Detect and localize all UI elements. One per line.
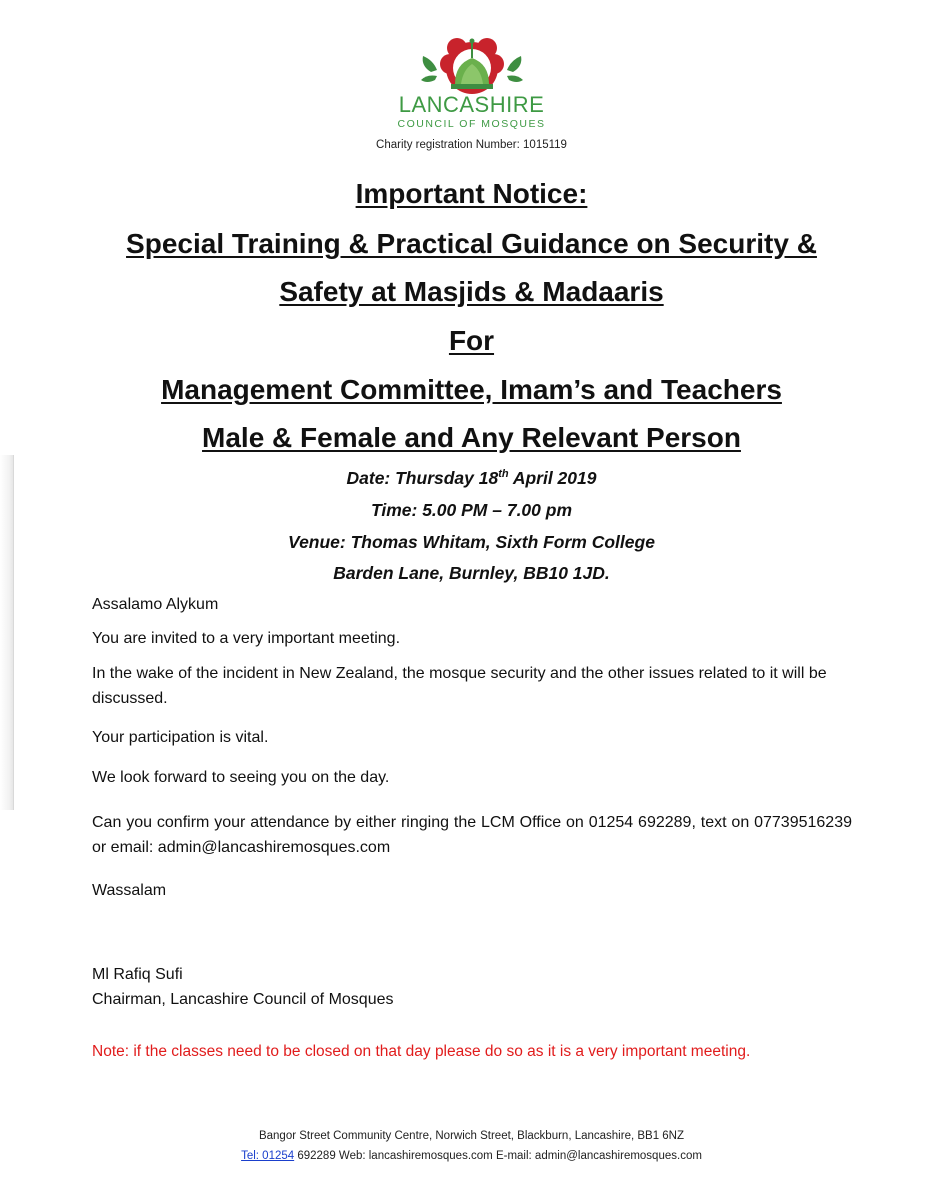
signatory-title: Chairman, Lancashire Council of Mosques: [92, 991, 394, 1008]
event-date-rest: April 2019: [508, 468, 597, 488]
event-address: Barden Lane, Burnley, BB10 1JD.: [333, 563, 610, 583]
charity-registration: Charity registration Number: 1015119: [376, 139, 567, 151]
closing: Wassalam: [92, 882, 167, 899]
heading-special-training: Special Training & Practical Guidance on Security &: [126, 228, 817, 259]
lancashire-rose-mosque-icon: [417, 36, 527, 96]
footer-address: Bangor Street Community Centre, Norwich Street, Blackburn, Lancashire, BB1 6NZ: [258, 1130, 685, 1142]
footer-contact: [0, 1150, 943, 1162]
red-note: Note: if the classes need to be closed on that day please do so as it is a very important meeting.: [92, 1043, 751, 1060]
heading-important-notice: Important Notice:: [355, 178, 588, 209]
event-date: [0, 468, 943, 489]
event-date-prefix: Date: Thursday 18: [346, 468, 499, 488]
heading-management: Management Committee, Imam’s and Teachers: [161, 374, 782, 405]
footer-contact-rest: 692289 Web: lancashiremosques.com E-mail: admin@lancashiremosques.com: [294, 1150, 702, 1162]
heading-safety: Safety at Masjids & Madaaris: [279, 276, 664, 307]
greeting: Assalamo Alykum: [92, 596, 219, 613]
event-venue: Venue: Thomas Whitam, Sixth Form College: [288, 532, 655, 552]
paragraph-look-forward: We look forward to seeing you on the day.: [92, 769, 390, 786]
footer-tel-link[interactable]: Tel: 01254: [241, 1150, 295, 1162]
org-name: LANCASHIRE: [398, 92, 545, 117]
paragraph-incident: In the wake of the incident in New Zealand, the mosque security and the other issues related to it will be discussed.: [92, 665, 827, 707]
paragraph-invite: You are invited to a very important meeting.: [92, 630, 401, 647]
event-time: Time: 5.00 PM – 7.00 pm: [370, 500, 573, 520]
heading-male-female: Male & Female and Any Relevant Person: [202, 422, 741, 453]
logo: [0, 36, 943, 96]
event-date-ordinal: th: [498, 468, 509, 481]
paragraph-participation: Your participation is vital.: [92, 729, 269, 746]
paragraph-confirm-attendance: Can you confirm your attendance by either ringing the LCM Office on 01254 692289, text on 07739516239 or email: admin@lancashiremosques.com: [92, 814, 852, 856]
org-subtitle: COUNCIL OF MOSQUES: [397, 118, 546, 130]
signatory-name: Ml Rafiq Sufi: [92, 966, 183, 983]
heading-for: For: [448, 325, 495, 356]
